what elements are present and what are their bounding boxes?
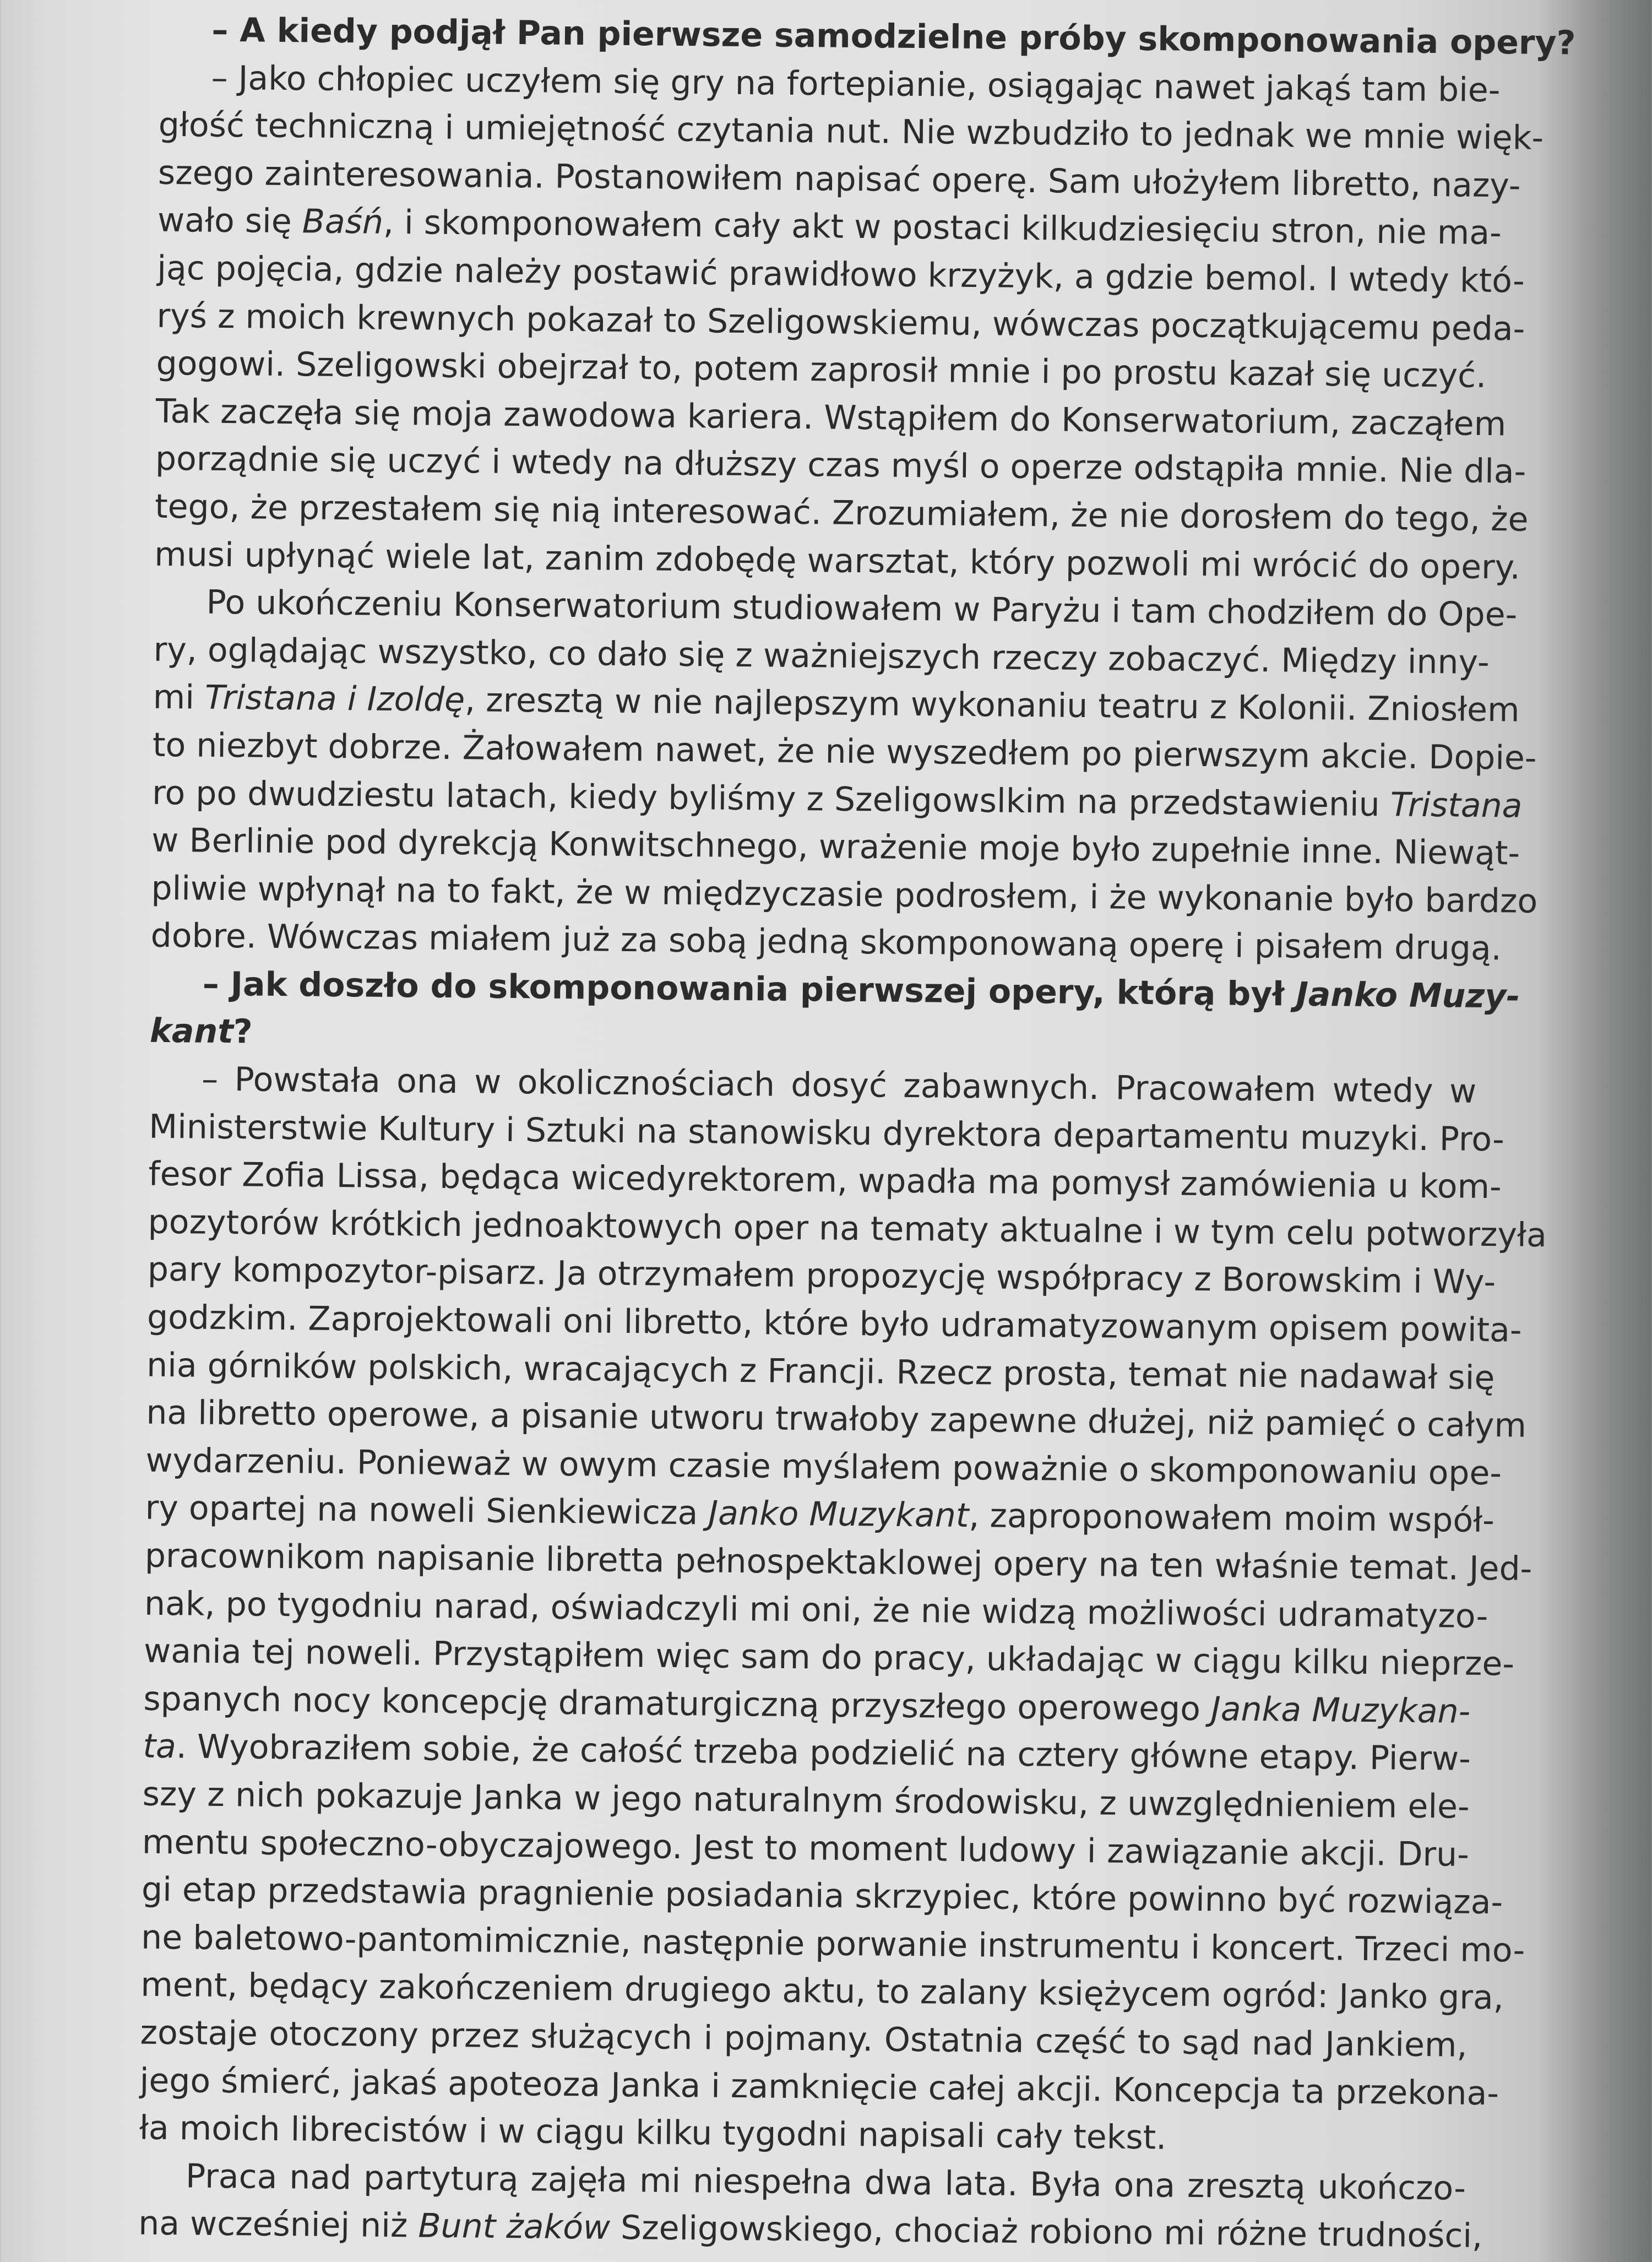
text-run: szy z nich pokazuje Janka w jego naturalnym środowisku, z uwzględnieniem ele- (142, 1775, 1470, 1826)
italic-title: kant (149, 1012, 234, 1051)
interview-text (138, 6, 1576, 2260)
text-run: szego zainteresowania. Postanowiłem napisać operę. Sam ułożyłem libretto, nazy- (157, 153, 1521, 205)
text-run: Szeligowskiego, chociaż robiono mi różne trudności, (610, 2209, 1483, 2256)
text-run: jąc pojęcia, gdzie należy postawić prawidłowo krzyżyk, a gdzie bemol. I wtedy któ- (157, 248, 1525, 301)
text-run: musi upłynąć wiele lat, zanim zdobędę warsztat, który pozwoli mi wrócić do opery. (154, 535, 1521, 587)
text-run: tego, że przestałem się nią interesować. Zrozumiałem, że nie dorosłem do tego, że (154, 487, 1529, 539)
text-run: pary kompozytor-pisarz. Ja otrzymałem propozycję współpracy z Borowskim i Wy- (147, 1250, 1496, 1302)
text-run: spanych nocy koncepcję dramaturgiczną przyszłego operowego (143, 1679, 1211, 1729)
text-run: ne baletowo-pantomimicznie, następnie porwanie instrumentu i koncert. Trzeci mo- (140, 1918, 1525, 1970)
text-run: głość techniczną i umiejętność czytania nut. Nie wzbudziło to jednak we mnie więk- (158, 105, 1544, 158)
text-run: porządnie się uczyć i wtedy na dłuższy czas myśl o operze odstąpiła mnie. Nie dla- (155, 440, 1526, 491)
text-run: wania tej noweli. Przystąpiłem więc sam do pracy, układając w ciągu kilku nieprze- (143, 1631, 1515, 1684)
text-run: , i skomponowałem cały akt w postaci kilkudziesięciu stron, nie ma- (383, 203, 1502, 253)
text-run: jego śmierć, jakaś apoteoza Janka i zamknięcie całej akcji. Koncepcja ta przekona- (139, 2061, 1499, 2113)
text-run: , zaproponowałem moim współ- (968, 1496, 1495, 1540)
text-run: nak, po tygodniu narad, oświadczyli mi oni, że nie widzą możliwości udramatyzo- (144, 1584, 1488, 1636)
text-run: . Wyobraziłem sobie, że całość trzeba podzielić na cztery główne etapy. Pierw- (176, 1727, 1471, 1779)
text-run: nia górników polskich, wracających z Francji. Rzecz prosta, temat nie nadawał się (146, 1346, 1495, 1397)
text-run: na wcześniej niż (138, 2204, 419, 2245)
text-run: to niezbyt dobrze. Żałowałem nawet, że nie wyszedłem po pierwszym akcie. Dopie- (152, 725, 1537, 778)
text-run: ry, oglądając wszystko, co dało się z ważniejszych rzeczy zobaczyć. Między inny- (153, 630, 1490, 682)
text-run: wydarzeniu. Ponieważ w owym czasie myślałem poważnie o skomponowaniu ope- (145, 1441, 1502, 1493)
italic-title: Janka Muzykan- (1210, 1690, 1471, 1731)
text-run: Ministerstwie Kultury i Sztuki na stanowisku dyrektora departamentu muzyki. Pro- (149, 1107, 1505, 1159)
text-run: gogowi. Szeligowski obejrzał to, potem zaprosił mnie i po prostu kazał się uczyć. (156, 344, 1487, 396)
text-run: gi etap przedstawia pragnienie posiadania skrzypiec, które powinno być rozwiąza- (141, 1870, 1503, 1922)
text-run: – A kiedy podjął Pan pierwsze samodzielne próby skomponowania opery? (211, 10, 1576, 63)
text-run: Tak zaczęła się moja zawodowa kariera. Wstąpiłem do Konserwatorium, zacząłem (155, 392, 1507, 444)
text-run: w Berlinie pod dyrekcją Konwitschnego, wrażenie moje było zupełnie inne. Niewąt- (151, 821, 1520, 873)
text-run: na libretto operowe, a pisanie utworu trwałoby zapewne dłużej, niż pamięć o całym (146, 1393, 1527, 1445)
text-run: mentu społeczno-obyczajowego. Jest to moment ludowy i zawiązanie akcji. Dru- (142, 1822, 1470, 1874)
text-run: ? (233, 1012, 253, 1051)
text-run: ła moich librecistów i w ciągu kilku tygodni napisali cały tekst. (139, 2108, 1167, 2157)
italic-title: Tristana i Izoldę (204, 678, 465, 720)
text-run: pozytorów krótkich jednoaktowych oper na tematy aktualne i w tym celu potworzyła (148, 1202, 1547, 1255)
text-run: ment, będący zakończeniem drugiego aktu, to zalany księżycem ogród: Janko gra, (140, 1965, 1504, 2017)
italic-title: Janko Muzy- (1296, 975, 1520, 1016)
italic-title: Baśń (302, 202, 384, 242)
text-run: zostaje otoczony przez służących i pojmany. Ostatnia część to sąd nad Jankiem, (140, 2013, 1468, 2065)
text-run: pliwie wpłynął na to fakt, że w międzyczasie podrosłem, i że wykonanie było bardzo (151, 869, 1538, 921)
text-run: ry opartej na noweli Sienkiewicza (145, 1489, 709, 1533)
text-run: pracownikom napisanie libretta pełnospektaklowej opery na ten właśnie temat. Jed- (144, 1536, 1533, 1588)
text-run: ro po dwudziestu latach, kiedy byliśmy z Szeligowslkim na przedstawieniu (151, 773, 1391, 824)
text-run: mi (153, 678, 205, 717)
text-run: godzkim. Zaprojektowali oni libretto, które było udramatyzowanym opisem powita- (146, 1298, 1522, 1350)
text-run: wało się (157, 201, 303, 241)
italic-title: Janko Muzykant (708, 1494, 969, 1536)
text-run: fesor Zofia Lissa, będąca wicedyrektorem, wpadła ma pomysł zamówienia u kom- (148, 1154, 1502, 1207)
text-run: , zresztą w nie najlepszym wykonaniu teatru z Kolonii. Zniosłem (464, 681, 1520, 730)
text-run: ryś z moich krewnych pokazał to Szeligowskiemu, wówczas początkującemu peda- (156, 296, 1525, 349)
italic-title: Tristana (1390, 785, 1523, 826)
text-run: – Jako chłopiec uczyłem się gry na fortepianie, osiągając nawet jakąś tam bie- (211, 58, 1501, 110)
text-run: – Powstała ona w okolicznościach dosyć zabawnych. Pracowałem wtedy w (201, 1060, 1477, 1111)
text-run: – Jak doszło do skomponowania pierwszej opery, którą był (202, 964, 1296, 1014)
italic-title: ta (143, 1727, 177, 1766)
text-run: Praca nad partyturą zajęła mi niespełna dwa lata. Była ona zresztą ukończo- (185, 2157, 1466, 2208)
italic-title: Bunt żaków (418, 2206, 611, 2248)
text-run: dobre. Wówczas miałem już za sobą jedną skomponowaną operę i pisałem drugą. (150, 916, 1502, 968)
text-run: Po ukończeniu Konserwatorium studiowałem w Paryżu i tam chodziłem do Ope- (206, 583, 1518, 634)
